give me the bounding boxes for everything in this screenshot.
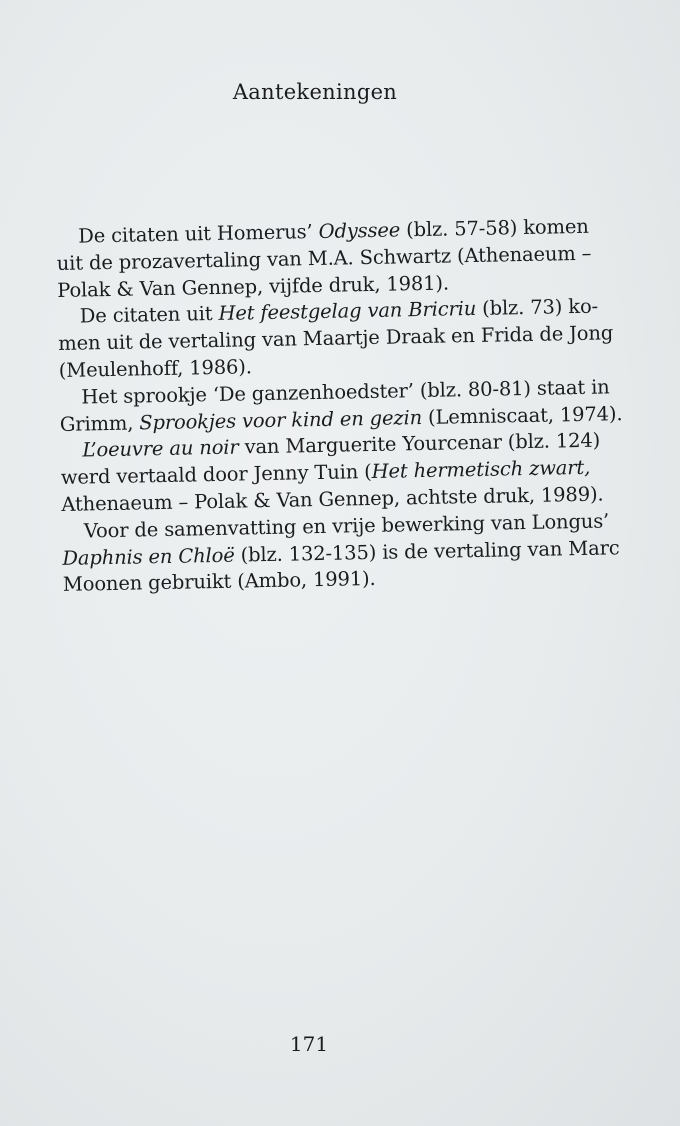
text-span: De citaten uit Homerus’ bbox=[78, 219, 319, 248]
text-span: Grimm, bbox=[59, 411, 140, 436]
text-span: (blz. 57-58) komen bbox=[399, 214, 589, 242]
page-heading: Aantekeningen bbox=[232, 80, 398, 104]
italic-title: Odyssee bbox=[318, 218, 401, 243]
italic-title: Het hermetisch zwart, bbox=[371, 455, 591, 484]
italic-title: Het feestgelag van Bricriu bbox=[218, 297, 477, 326]
note-line: Voor de samenvatting en vrije bewerking van Longus’ bbox=[83, 509, 610, 543]
note-paragraph-longus bbox=[62, 509, 620, 599]
note-line: uit de prozavertaling van M.A. Schwartz (Athenaeum – bbox=[56, 241, 592, 275]
notes-body bbox=[56, 214, 623, 599]
text-span: (blz. 73) ko- bbox=[475, 295, 599, 321]
note-paragraph-ganzenhoedster bbox=[59, 375, 623, 438]
note-line: Athenaeum – Polak & Van Gennep, achtste druk, 1989). bbox=[61, 482, 604, 516]
note-line: Het sprookje ‘De ganzenhoedster’ (blz. 80-81) staat in bbox=[81, 375, 610, 409]
note-line: Polak & Van Gennep, vijfde druk, 1981). bbox=[57, 271, 450, 302]
note-line: men uit de vertaling van Maartje Draak en Frida de Jong bbox=[58, 321, 614, 356]
italic-title: Sprookjes voor kind en gezin bbox=[139, 405, 423, 435]
note-line: Moonen gebruikt (Ambo, 1991). bbox=[62, 567, 376, 597]
text-span: van Marguerite Yourcenar (blz. 124) bbox=[238, 428, 601, 459]
note-paragraph-bricriu bbox=[58, 295, 614, 385]
italic-title: Daphnis en Chloë bbox=[62, 543, 235, 570]
note-paragraph-yourcenar bbox=[60, 428, 604, 519]
text-span: werd vertaald door Jenny Tuin ( bbox=[60, 460, 372, 490]
note-paragraph-odyssee bbox=[56, 214, 592, 304]
page-number: 171 bbox=[289, 1032, 329, 1056]
text-span: (Lemniscaat, 1974). bbox=[421, 401, 623, 429]
text-span: (blz. 132-135) is de vertaling van Marc bbox=[234, 535, 620, 567]
italic-title: L’oeuvre au noir bbox=[82, 435, 239, 462]
text-span: De citaten uit bbox=[79, 302, 219, 328]
note-line: (Meulenhoff, 1986). bbox=[58, 355, 253, 382]
